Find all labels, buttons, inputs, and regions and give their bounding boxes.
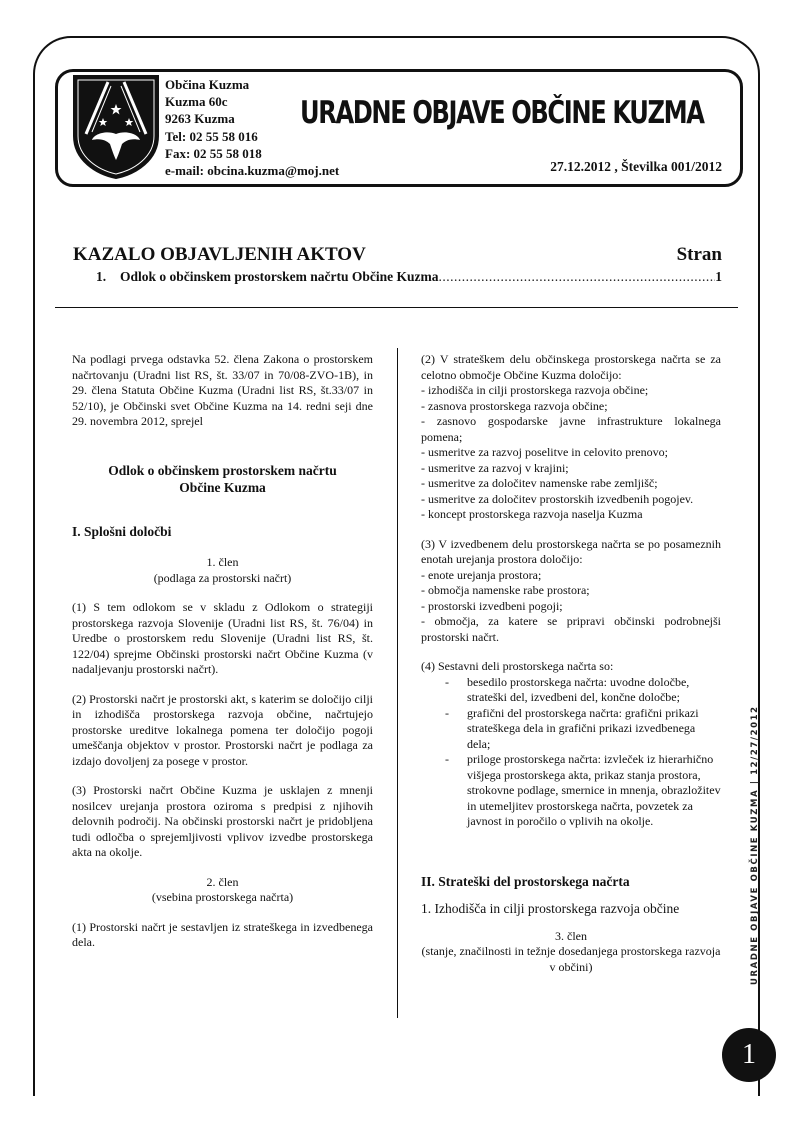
list-item: - besedilo prostorskega načrta: uvodne določbe, strateški del, izvedbeni del, končne določbe; bbox=[467, 675, 721, 706]
masthead-title: URADNE OBJAVE OBČINE KUZMA bbox=[300, 95, 704, 131]
paragraph-4-intro: (4) Sestavni deli prostorskega načrta so: bbox=[421, 659, 614, 673]
intro-paragraph: Na podlagi prvega odstavka 52. člena Zakona o prostorskem načrtovanju (Uradni list RS, št. 33/07 in 70/08-ZVO-1B), in 29. člena Statuta Občine Kuzma (Uradni list RS, št.33/07 in 52/10), je Občinski svet Občine Kuzma na 14. redni seji dne 29. novembra 2012, sprejel bbox=[72, 352, 373, 428]
article-1-paragraph-3: (3) Prostorski načrt Občine Kuzma je usklajen z mnenji nosilcev urejanja prostora oziroma s predpisi z njihovih delovnih področij. Na občinski prostorski načrt je pridobljena tudi odločba o sprejemljivosti vplivov izvedbe prostorskega akta na okolje. bbox=[72, 783, 373, 859]
issue-date-number: 27.12.2012 , Številka 001/2012 bbox=[550, 159, 722, 174]
fax-number: Fax: 02 55 58 018 bbox=[165, 145, 262, 161]
list-item: - usmeritve za določitev namenske rabe zemljišč; bbox=[421, 476, 658, 490]
list-item: - priloge prostorskega načrta: izvleček iz hierarhično višjega prostorskega akta, prikaz stanja prostora, strokovne podlage, smernice in mnenja, obrazložitev in utemeljitev prostorskega načrta, povzetek za javnost in poročilo o vplivih na okolje. bbox=[467, 752, 721, 830]
toc-page-label: Stran bbox=[676, 244, 722, 265]
article-3-number: 3. člen bbox=[555, 928, 587, 943]
coat-of-arms-logo bbox=[72, 74, 160, 180]
toc-heading: KAZALO OBJAVLJENIH AKTOV bbox=[73, 244, 366, 265]
list-item: - območja, za katere se pripravi občinski podrobnejši prostorski načrt. bbox=[421, 614, 721, 644]
article-1-number: 1. člen bbox=[206, 555, 239, 569]
toc-entry[interactable] bbox=[96, 269, 722, 285]
list-item: - usmeritve za razvoj v krajini; bbox=[421, 460, 569, 475]
article-1-paragraph-2: (2) Prostorski načrt je prostorski akt, s katerim se določijo cilji in izhodišča prostorskega razvoja občine, načrtujejo prostorske ureditve lokalnega pomena ter določijo pogoji umeščanja objektov v prostor. Prostorski načrt je podlaga za izdajo dovoljenj za posege v prostor. bbox=[72, 691, 373, 768]
list-item: - zasnovo gospodarske javne infrastrukture lokalnega pomena; bbox=[421, 414, 721, 444]
list-item: - enote urejanja prostora; bbox=[421, 567, 542, 582]
paragraph-3-intro: (3) V izvedbenem delu prostorskega načrta se po posameznih enotah urejanja prostora določijo: bbox=[421, 536, 721, 566]
strategic-content-list bbox=[421, 383, 721, 523]
list-item: - prostorski izvedbeni pogoji; bbox=[421, 598, 563, 613]
municipality-name: Občina Kuzma bbox=[165, 77, 250, 92]
article-1-paragraph-1: (1) S tem odlokom se v skladu z Odlokom o strategiji prostorskega razvoja Slovenije (Uradni list RS, št. 76/04) in Uredbe o prostorskem redu Slovenije (Uradni list RS, št. 122/04) sprejme Občinski prostorski načrt Občine Kuzma (v nadaljevanju prostorski načrt). bbox=[72, 600, 373, 676]
decree-title bbox=[72, 462, 373, 496]
article-2-title: (vsebina prostorskega načrta) bbox=[151, 890, 294, 904]
components-list bbox=[421, 675, 721, 830]
list-item: - koncept prostorskega razvoja naselja Kuzma bbox=[421, 507, 643, 521]
toc-divider bbox=[55, 307, 738, 308]
page-number-badge: 1 bbox=[722, 1028, 776, 1082]
list-item: - usmeritve za razvoj poselitve in celovito prenovo; bbox=[421, 445, 668, 459]
toc-entry-page: 1 bbox=[715, 269, 722, 284]
list-item: - grafični del prostorskega načrta: grafični prikazi strateškega dela in grafični prikazi izvedbenega dela; bbox=[467, 706, 721, 753]
list-item: - usmeritve za določitev prostorskih izvedbenih pogojev. bbox=[421, 491, 694, 506]
street-address: Kuzma 60c bbox=[165, 94, 228, 110]
column-divider bbox=[397, 348, 398, 1018]
article-1-title: (podlaga za prostorski načrt) bbox=[153, 570, 292, 585]
list-item: - zasnova prostorskega razvoja občine; bbox=[421, 398, 608, 413]
toc-entry-number: 1. bbox=[96, 269, 107, 284]
section-heading-strategic: II. Strateški del prostorskega načrta bbox=[421, 873, 630, 889]
toc-leader-dots bbox=[439, 269, 716, 285]
postal-city: 9263 Kuzma bbox=[165, 111, 235, 127]
left-column bbox=[72, 352, 373, 951]
list-item: - izhodišča in cilji prostorskega razvoja občine; bbox=[421, 383, 649, 397]
email-address: e-mail: obcina.kuzma@moj.net bbox=[165, 163, 340, 179]
article-3-title: (stanje, značilnosti in težnje dosedanjega prostorskega razvoja v občini) bbox=[421, 944, 721, 974]
decree-title-line2: Občine Kuzma bbox=[179, 479, 266, 495]
right-column bbox=[421, 352, 721, 975]
implementing-content-list bbox=[421, 568, 721, 646]
toc-entry-title: Odlok o občinskem prostorskem načrtu Občine Kuzma bbox=[120, 269, 439, 284]
subsection-heading: 1. Izhodišča in cilji prostorskega razvoja občine bbox=[421, 901, 680, 916]
paragraph-2-intro: (2) V strateškem delu občinskega prostorskega načrta se za celotno območje Občine Kuzma določijo: bbox=[421, 352, 721, 382]
phone-number: Tel: 02 55 58 016 bbox=[165, 128, 258, 144]
list-item: - območja namenske rabe prostora; bbox=[421, 583, 590, 597]
article-2-paragraph-1: (1) Prostorski načrt je sestavljen iz strateškega in izvedbenega dela. bbox=[72, 919, 373, 949]
section-heading-general: I. Splošni določbi bbox=[72, 523, 172, 539]
article-2-number: 2. člen bbox=[206, 874, 239, 889]
decree-title-line1: Odlok o občinskem prostorskem načrtu bbox=[108, 462, 337, 478]
vertical-side-caption: URADNE OBJAVE OBČINE KUZMA | 12/27/2012 bbox=[750, 705, 760, 985]
